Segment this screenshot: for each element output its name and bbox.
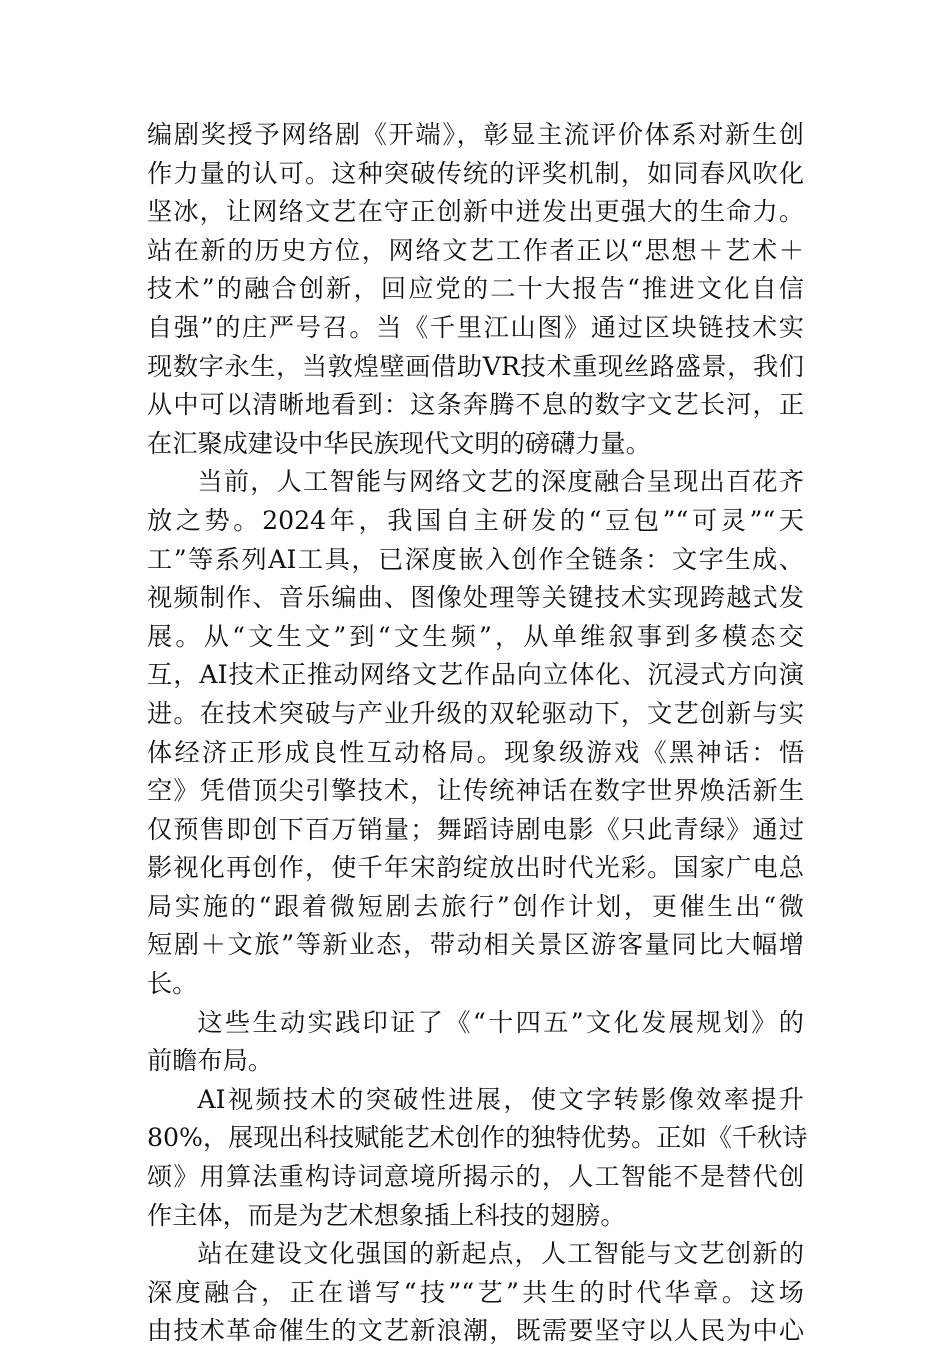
text-line: 展。从“文生文”到“文生频”，从单维叙事到多模态交 bbox=[147, 621, 804, 651]
text-line: 视频制作、音乐编曲、图像处理等关键技术实现跨越式发 bbox=[147, 583, 804, 613]
text-line: 仅预售即创下百万销量；舞蹈诗剧电影《只此青绿》通过 bbox=[147, 814, 804, 844]
text-line: 工”等系列AI工具，已深度嵌入创作全链条：文字生成、 bbox=[147, 544, 804, 574]
text-line: 现数字永生，当敦煌壁画借助VR技术重现丝路盛景，我们 bbox=[147, 351, 804, 381]
text-line: 从中可以清晰地看到：这条奔腾不息的数字文艺长河，正 bbox=[147, 390, 804, 420]
text-line: 编剧奖授予网络剧《开端》，彰显主流评价体系对新生创 bbox=[147, 120, 804, 149]
text-line: 坚冰，让网络文艺在守正创新中迸发出更强大的生命力。 bbox=[147, 197, 804, 227]
text-line: 空》凭借顶尖引擎技术，让传统神话在数字世界焕活新生 bbox=[147, 776, 804, 806]
text-line: 局实施的“跟着微短剧去旅行”创作计划，更催生出“微 bbox=[147, 891, 804, 921]
paragraph-last-line: 前瞻布局。 bbox=[147, 1046, 273, 1076]
paragraph-first-line: 当前，人工智能与网络文艺的深度融合呈现出百花齐 bbox=[197, 467, 804, 497]
text-line: 由技术革命催生的文艺新浪潮，既需要坚守以人民为中心 bbox=[147, 1316, 804, 1346]
paragraph-first-line: AI视频技术的突破性进展，使文字转影像效率提升 bbox=[197, 1084, 804, 1114]
article-body bbox=[147, 116, 808, 1351]
paragraph-last-line: 长。 bbox=[147, 969, 198, 999]
text-line: 体经济正形成良性互动格局。现象级游戏《黑神话：悟 bbox=[147, 737, 804, 767]
paragraph-last-line: 作主体，而是为艺术想象插上科技的翅膀。 bbox=[147, 1200, 626, 1230]
text-line: 作力量的认可。这种突破传统的评奖机制，如同春风吹化 bbox=[147, 158, 804, 188]
text-line: 互，AI技术正推动网络文艺作品向立体化、沉浸式方向演 bbox=[147, 660, 804, 690]
text-line: 颂》用算法重构诗词意境所揭示的，人工智能不是替代创 bbox=[147, 1162, 804, 1192]
text-line: 影视化再创作，使千年宋韵绽放出时代光彩。国家广电总 bbox=[147, 853, 804, 883]
text-line: 80%，展现出科技赋能艺术创作的独特优势。正如《千秋诗 bbox=[147, 1123, 808, 1153]
text-line: 进。在技术突破与产业升级的双轮驱动下，文艺创新与实 bbox=[147, 698, 804, 728]
text-line: 短剧＋文旅”等新业态，带动相关景区游客量同比大幅增 bbox=[147, 930, 804, 960]
paragraph-first-line: 站在建设文化强国的新起点，人工智能与文艺创新的 bbox=[197, 1239, 804, 1269]
text-line: 技术”的融合创新，回应党的二十大报告“推进文化自信 bbox=[147, 274, 804, 304]
text-line: 深度融合，正在谱写“技”“艺”共生的时代华章。这场 bbox=[147, 1277, 804, 1307]
text-line: 站在新的历史方位，网络文艺工作者正以“思想＋艺术＋ bbox=[147, 235, 804, 265]
paragraph-last-line: 在汇聚成建设中华民族现代文明的磅礴力量。 bbox=[147, 428, 651, 458]
text-line: 放之势。2024年，我国自主研发的“豆包”“可灵”“天 bbox=[147, 505, 804, 535]
text-line: 自强”的庄严号召。当《千里江山图》通过区块链技术实 bbox=[147, 312, 804, 342]
paragraph-first-line: 这些生动实践印证了《“十四五”文化发展规划》的 bbox=[197, 1007, 804, 1037]
